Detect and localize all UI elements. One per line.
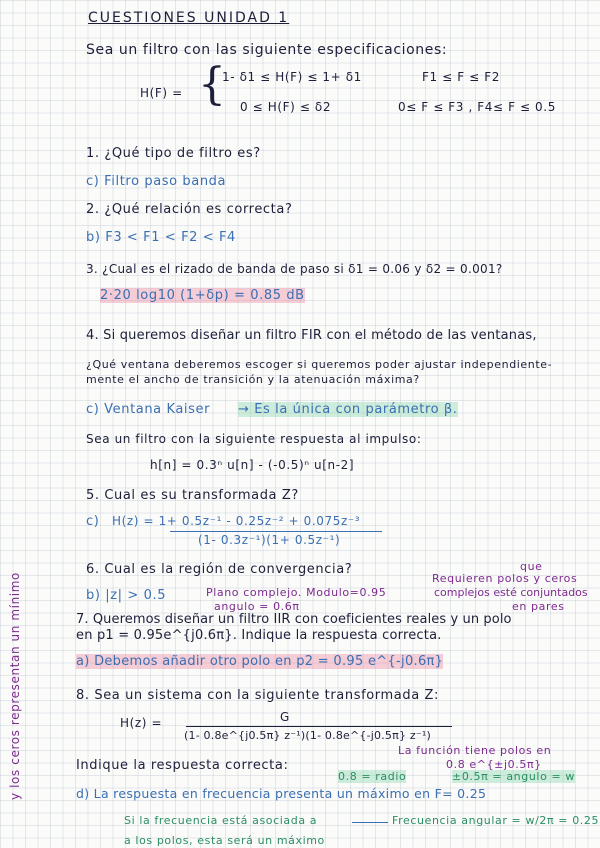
note-8-maximum: a los polos, esta será un máximo [124, 834, 325, 847]
note-6-plane: Plano complejo. Modulo=0.95 [206, 586, 387, 599]
answer-4: c) Ventana Kaiser [86, 402, 211, 417]
answer-7: a) Debemos añadir otro polo en p2 = 0.95 e^{-j0.6π} [76, 654, 444, 669]
answer-2: b) F3 < F1 < F2 < F4 [86, 230, 236, 245]
answer-4-note: → Es la única con parámetro β. [238, 402, 458, 417]
answer-5-denominator: (1- 0.3z⁻¹)(1+ 0.5z⁻¹) [198, 533, 341, 547]
note-8-poles-value: 0.8 e^{±j0.5π} [446, 758, 542, 771]
question-7-line-2: en p1 = 0.95e^{j0.6π}. Indique la respuesta correcta. [76, 628, 442, 643]
question-4-line-3: mente el ancho de transición y la atenuación máxima? [86, 373, 420, 386]
spec-hf: H(F) = [140, 86, 183, 100]
question-4-line-2: ¿Qué ventana deberemos escoger si queremos poder ajustar independiente- [86, 358, 553, 371]
page-title: CUESTIONES UNIDAD 1 [88, 10, 290, 26]
q8-indique: Indique la respuesta correcta: [76, 758, 289, 773]
q8-numerator: G [280, 710, 290, 724]
question-5: 5. Cual es su transformada Z? [86, 488, 299, 503]
margin-note: y los ceros representan un mínimo [8, 572, 22, 800]
note-8-angle: ±0.5π = angulo = w [452, 770, 576, 783]
q8-denominator: (1- 0.8e^{j0.5π} z⁻¹)(1- 0.8e^{-j0.5π} z⁻¹) [184, 729, 431, 742]
note-6-angle: angulo = 0.6π [214, 600, 300, 613]
answer-8: d) La respuesta en frecuencia presenta un máximo en F= 0.25 [76, 786, 487, 801]
note-8-angular: Frecuencia angular = w/2π = 0.25 [392, 814, 600, 827]
answer-3: 2·20 log10 (1+δp) = 0.85 dB [100, 288, 305, 303]
note-8-radius: 0.8 = radio [338, 770, 407, 783]
question-4-line-1: 4. Si queremos diseñar un filtro FIR con el método de las ventanas, [86, 328, 537, 343]
note-8-frequency: Si la frecuencia está asociada a [124, 814, 318, 827]
note-6-conjugate: complejos esté conjuntados [434, 586, 588, 599]
arrow-icon [352, 822, 388, 823]
spec-row1-cond: 1- δ1 ≤ H(F) ≤ 1+ δ1 [222, 70, 362, 84]
note-8-poles: La función tiene polos en [398, 744, 552, 757]
impulse-equation: h[n] = 0.3ⁿ u[n] - (-0.5)ⁿ u[n-2] [150, 458, 355, 472]
spec-brace: { [198, 59, 226, 110]
answer-5-fraction-line [170, 531, 382, 532]
q8-fraction-line [186, 726, 452, 727]
q8-hz: H(z) = [120, 716, 163, 730]
question-2: 2. ¿Qué relación es correcta? [86, 202, 293, 217]
answer-6: b) |z| > 0.5 [86, 588, 167, 603]
impulse-intro: Sea un filtro con la siguiente respuesta al impulso: [86, 432, 422, 446]
answer-5-numerator: H(z) = 1+ 0.5z⁻¹ - 0.25z⁻² + 0.075z⁻³ [112, 514, 361, 528]
note-6-que: que [520, 560, 543, 573]
intro-text: Sea un filtro con las siguiente especificaciones: [86, 42, 448, 58]
note-6-pairs: en pares [512, 600, 565, 613]
question-7-line-1: 7. Queremos diseñar un filtro IIR con coeficientes reales y un polo [76, 612, 512, 627]
note-6-require: Requieren polos y ceros [432, 572, 578, 585]
spec-row2-cond: 0 ≤ H(F) ≤ δ2 [240, 100, 332, 114]
question-8: 8. Sea un sistema con la siguiente transformada Z: [76, 688, 439, 703]
question-1: 1. ¿Qué tipo de filtro es? [86, 146, 261, 161]
question-6: 6. Cual es la región de convergencia? [86, 562, 353, 577]
answer-5-label: c) [86, 514, 100, 529]
answer-1: c) Filtro paso banda [86, 174, 227, 189]
spec-row1-range: F1 ≤ F ≤ F2 [422, 70, 500, 84]
spec-row2-range: 0≤ F ≤ F3 , F4≤ F ≤ 0.5 [398, 100, 556, 114]
question-3: 3. ¿Cual es el rizado de banda de paso si δ1 = 0.06 y δ2 = 0.001? [86, 262, 503, 276]
